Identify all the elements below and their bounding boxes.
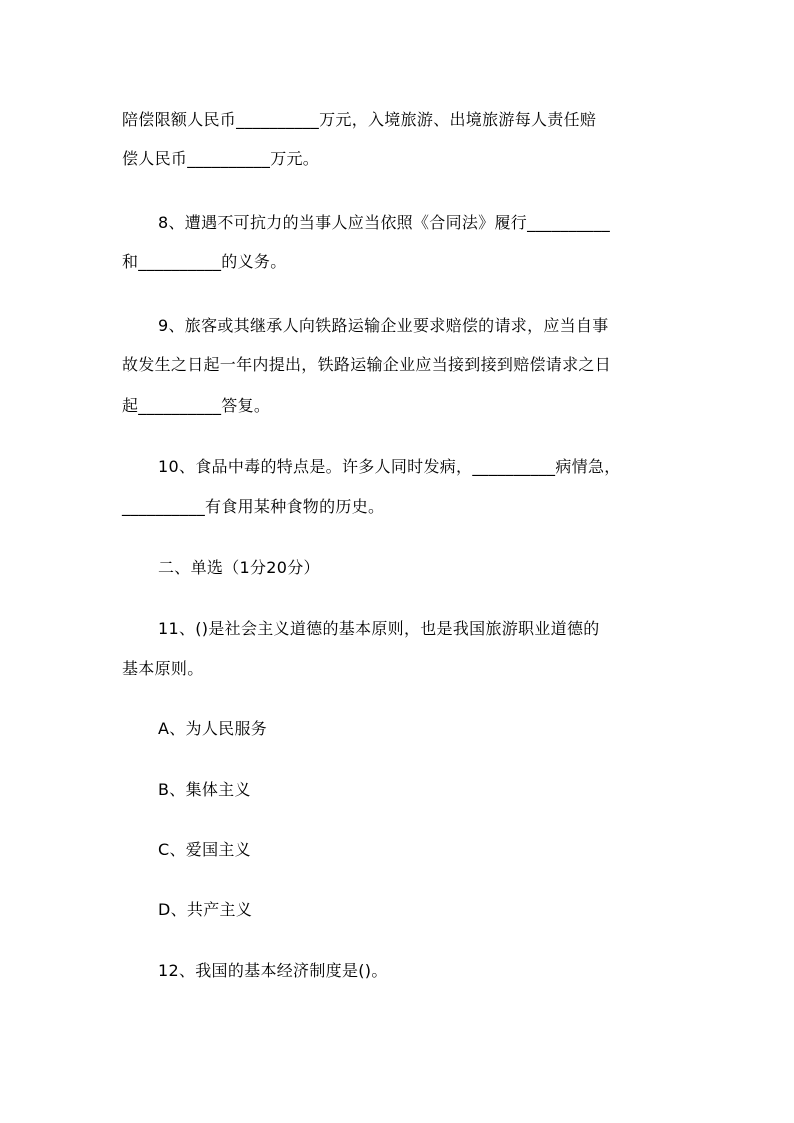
- option-c: C、爱国主义: [158, 840, 251, 859]
- option-b: B、集体主义: [158, 780, 251, 799]
- question-11-line-1: 11、()是社会主义道德的基本原则，也是我国旅游职业道德的: [158, 619, 600, 638]
- question-10-line-2: __________有食用某种食物的历史。: [122, 497, 385, 516]
- question-11-line-2: 基本原则。: [122, 659, 204, 678]
- question-9-line-1: 9、旅客或其继承人向铁路运输企业要求赔偿的请求，应当自事: [158, 316, 609, 335]
- text-line-2: 偿人民币__________万元。: [122, 149, 320, 168]
- option-a: A、为人民服务: [158, 719, 268, 738]
- question-8-line-1: 8、遭遇不可抗力的当事人应当依照《合同法》履行__________: [158, 213, 611, 232]
- question-9-line-2: 故发生之日起一年内提出，铁路运输企业应当接到接到赔偿请求之日: [122, 355, 612, 374]
- question-8-line-2: 和__________的义务。: [122, 252, 287, 271]
- text-line-1: 陪偿限额人民币__________万元，入境旅游、出境旅游每人责任赔: [122, 110, 597, 129]
- question-9-line-3: 起__________答复。: [122, 396, 271, 415]
- option-d: D、共产主义: [158, 900, 253, 919]
- question-12-line-1: 12、我国的基本经济制度是()。: [158, 961, 388, 980]
- section-heading: 二、单选（1分20分）: [158, 558, 320, 577]
- question-10-line-1: 10、食品中毒的特点是。许多人同时发病，__________病情急，: [158, 457, 621, 476]
